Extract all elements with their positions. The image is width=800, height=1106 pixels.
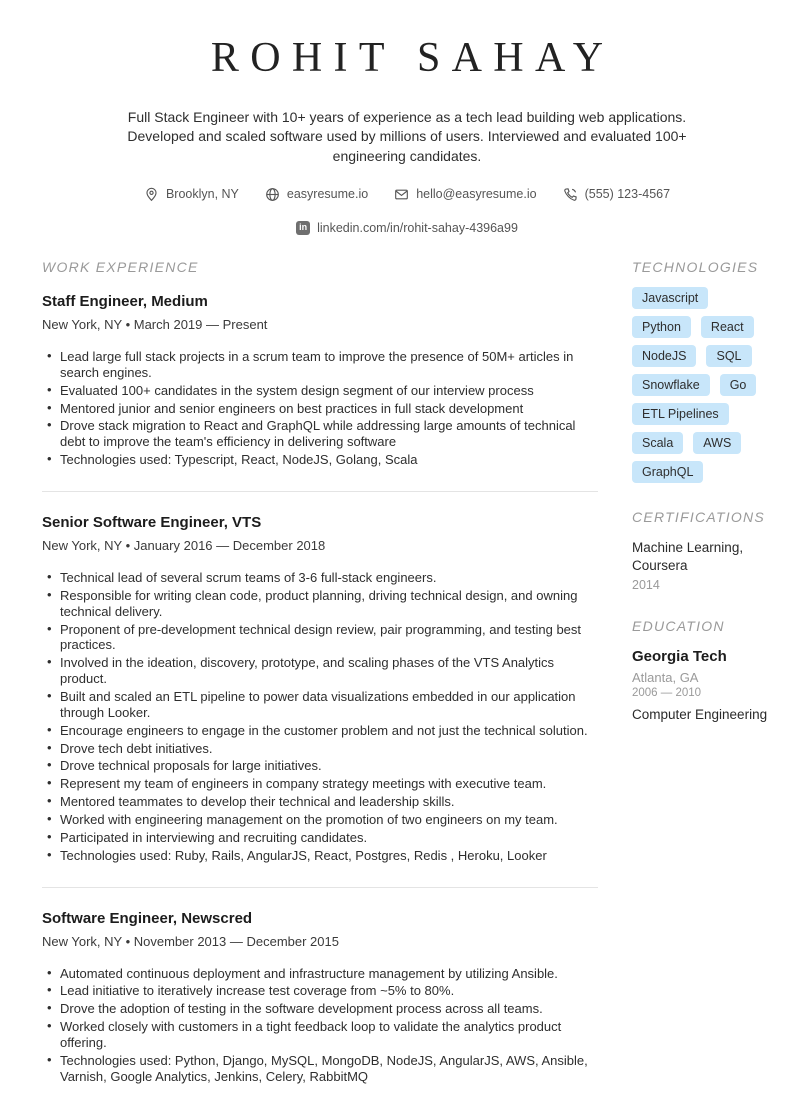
tag-row	[632, 403, 772, 425]
job-bullet: • Automated continuous deployment and infrastructure management by utilizing Ansible.	[60, 965, 598, 983]
tech-tag: ETL Pipelines	[632, 403, 729, 425]
job-bullet: • Proponent of pre-development technical design review, pair programming, and testing best practices.	[60, 621, 598, 655]
linkedin-icon: in	[296, 221, 310, 235]
education-years: 2006 — 2010	[632, 687, 702, 700]
resume-header	[42, 34, 772, 235]
tag-row	[632, 374, 772, 396]
resume-sidebar	[632, 259, 772, 1086]
resume-body	[42, 259, 772, 1086]
certification-name: Machine Learning, Coursera	[632, 539, 744, 574]
job-bullet: • Technologies used: Python, Django, MySQL, MongoDB, NodeJS, AngularJS, AWS, Ansible, Varnish, Google Analytics, Jenkins, Celery, RabbitMQ	[60, 1052, 598, 1086]
contact-row	[42, 187, 772, 202]
tech-tag: Snowflake	[632, 374, 710, 396]
tech-tag: SQL	[706, 345, 751, 367]
job-bullet: • Lead initiative to iteratively increase test coverage from ~5% to 80%.	[60, 982, 598, 1000]
contact-phone-text: (555) 123-4567	[584, 187, 671, 202]
contact-linkedin-text: linkedin.com/in/rohit-sahay-4396a99	[317, 220, 518, 235]
tag-row	[632, 316, 772, 338]
job-bullet-list	[42, 348, 598, 469]
job-title: Software Engineer, Newscred	[42, 909, 253, 927]
job-bullet: • Built and scaled an ETL pipeline to power data visualizations embedded in our application through Looker.	[60, 688, 598, 722]
globe-icon	[265, 187, 280, 202]
job-bullet: • Technical lead of several scrum teams of 3-6 full-stack engineers.	[60, 569, 598, 587]
job-bullet: • Technologies used: Typescript, React, NodeJS, Golang, Scala	[60, 451, 598, 469]
job-bullet: • Responsible for writing clean code, product planning, driving technical design, and owning technical delivery.	[60, 587, 598, 621]
education-degree: Computer Engineering	[632, 707, 768, 723]
job-bullet: • Mentored teammates to develop their technical and leadership skills.	[60, 793, 598, 811]
location-pin-icon	[144, 187, 159, 202]
job-meta: New York, NY • January 2016 — December 2018	[42, 537, 326, 553]
job-bullet: • Drove stack migration to React and GraphQL while addressing large amounts of technical debt to improve the team's efficiency in delivering software	[60, 417, 598, 451]
contact-location	[144, 187, 239, 202]
candidate-name: ROHIT SAHAY	[210, 35, 615, 81]
job-meta: New York, NY • March 2019 — Present	[42, 316, 268, 332]
job-bullet: • Drove technical proposals for large initiatives.	[60, 757, 598, 775]
contact-email-text: hello@easyresume.io	[416, 187, 537, 202]
contact-email[interactable]	[394, 187, 536, 202]
work-experience-heading: WORK EXPERIENCE	[42, 258, 199, 275]
certifications-section	[632, 509, 772, 592]
certifications-heading: CERTIFICATIONS	[632, 508, 766, 525]
tech-tag: AWS	[693, 432, 741, 454]
technologies-section	[632, 259, 772, 483]
tag-row	[632, 461, 772, 483]
summary-text: Full Stack Engineer with 10+ years of experience as a tech lead building web applications. Developed and scaled software used by millions of users. Interviewed and evaluated 100+ engineering candidates.	[127, 109, 687, 164]
phone-icon	[563, 187, 578, 202]
job-bullet: • Worked with engineering management on the promotion of two engineers on my team.	[60, 811, 598, 829]
job-bullet: • Involved in the ideation, discovery, prototype, and scaling phases of the VTS Analytics product.	[60, 654, 598, 688]
tech-tag: React	[701, 316, 754, 338]
job-staff-engineer-medium	[42, 275, 598, 469]
job-title: Staff Engineer, Medium	[42, 292, 208, 310]
job-bullet: • Drove the adoption of testing in the software development process across all teams.	[60, 1000, 598, 1018]
certification-year: 2014	[632, 578, 660, 593]
job-bullet: • Lead large full stack projects in a scrum team to improve the presence of 50M+ articles in search engines.	[60, 348, 598, 382]
tag-row	[632, 345, 772, 367]
job-bullet-list	[42, 569, 598, 865]
tech-tag: NodeJS	[632, 345, 696, 367]
education-heading: EDUCATION	[632, 618, 725, 635]
job-bullet: • Technologies used: Ruby, Rails, AngularJS, React, Postgres, Redis , Heroku, Looker	[60, 847, 598, 865]
job-bullet: • Represent my team of engineers in company strategy meetings with executive team.	[60, 775, 598, 793]
tech-tag: GraphQL	[632, 461, 703, 483]
envelope-icon	[394, 187, 409, 202]
tag-row	[632, 287, 772, 309]
contact-website-text: easyresume.io	[286, 187, 369, 202]
job-bullet-list	[42, 965, 598, 1086]
tech-tag: Python	[632, 316, 691, 338]
job-meta: New York, NY • November 2013 — December 2015	[42, 933, 339, 949]
education-section	[632, 618, 772, 722]
contact-location-text: Brooklyn, NY	[165, 187, 239, 202]
job-senior-software-engineer-vts	[42, 491, 598, 865]
job-bullet: • Drove tech debt initiatives.	[60, 740, 598, 758]
tag-row	[632, 432, 772, 454]
education-location: Atlanta, GA	[632, 670, 699, 686]
tech-tag: Scala	[632, 432, 683, 454]
tech-tag: Go	[720, 374, 757, 396]
job-bullet: • Worked closely with customers in a tight feedback loop to validate the analytics product offering.	[60, 1018, 598, 1052]
job-bullet: • Evaluated 100+ candidates in the system design segment of our interview process	[60, 382, 598, 400]
job-title: Senior Software Engineer, VTS	[42, 513, 262, 531]
tech-tag: Javascript	[632, 287, 708, 309]
education-school: Georgia Tech	[632, 648, 727, 666]
technology-tags	[632, 287, 772, 483]
job-bullet: • Encourage engineers to engage in the customer problem and not just the technical solution.	[60, 722, 598, 740]
job-software-engineer-newscred	[42, 887, 598, 1086]
work-experience-section	[42, 259, 598, 1086]
contact-linkedin[interactable]	[296, 221, 518, 235]
job-bullet: • Participated in interviewing and recruiting candidates.	[60, 829, 598, 847]
contact-phone[interactable]	[563, 187, 670, 202]
contact-row-linkedin	[42, 221, 772, 235]
job-bullet: • Mentored junior and senior engineers on best practices in full stack development	[60, 400, 598, 418]
technologies-heading: TECHNOLOGIES	[632, 258, 759, 275]
contact-website[interactable]	[265, 187, 368, 202]
